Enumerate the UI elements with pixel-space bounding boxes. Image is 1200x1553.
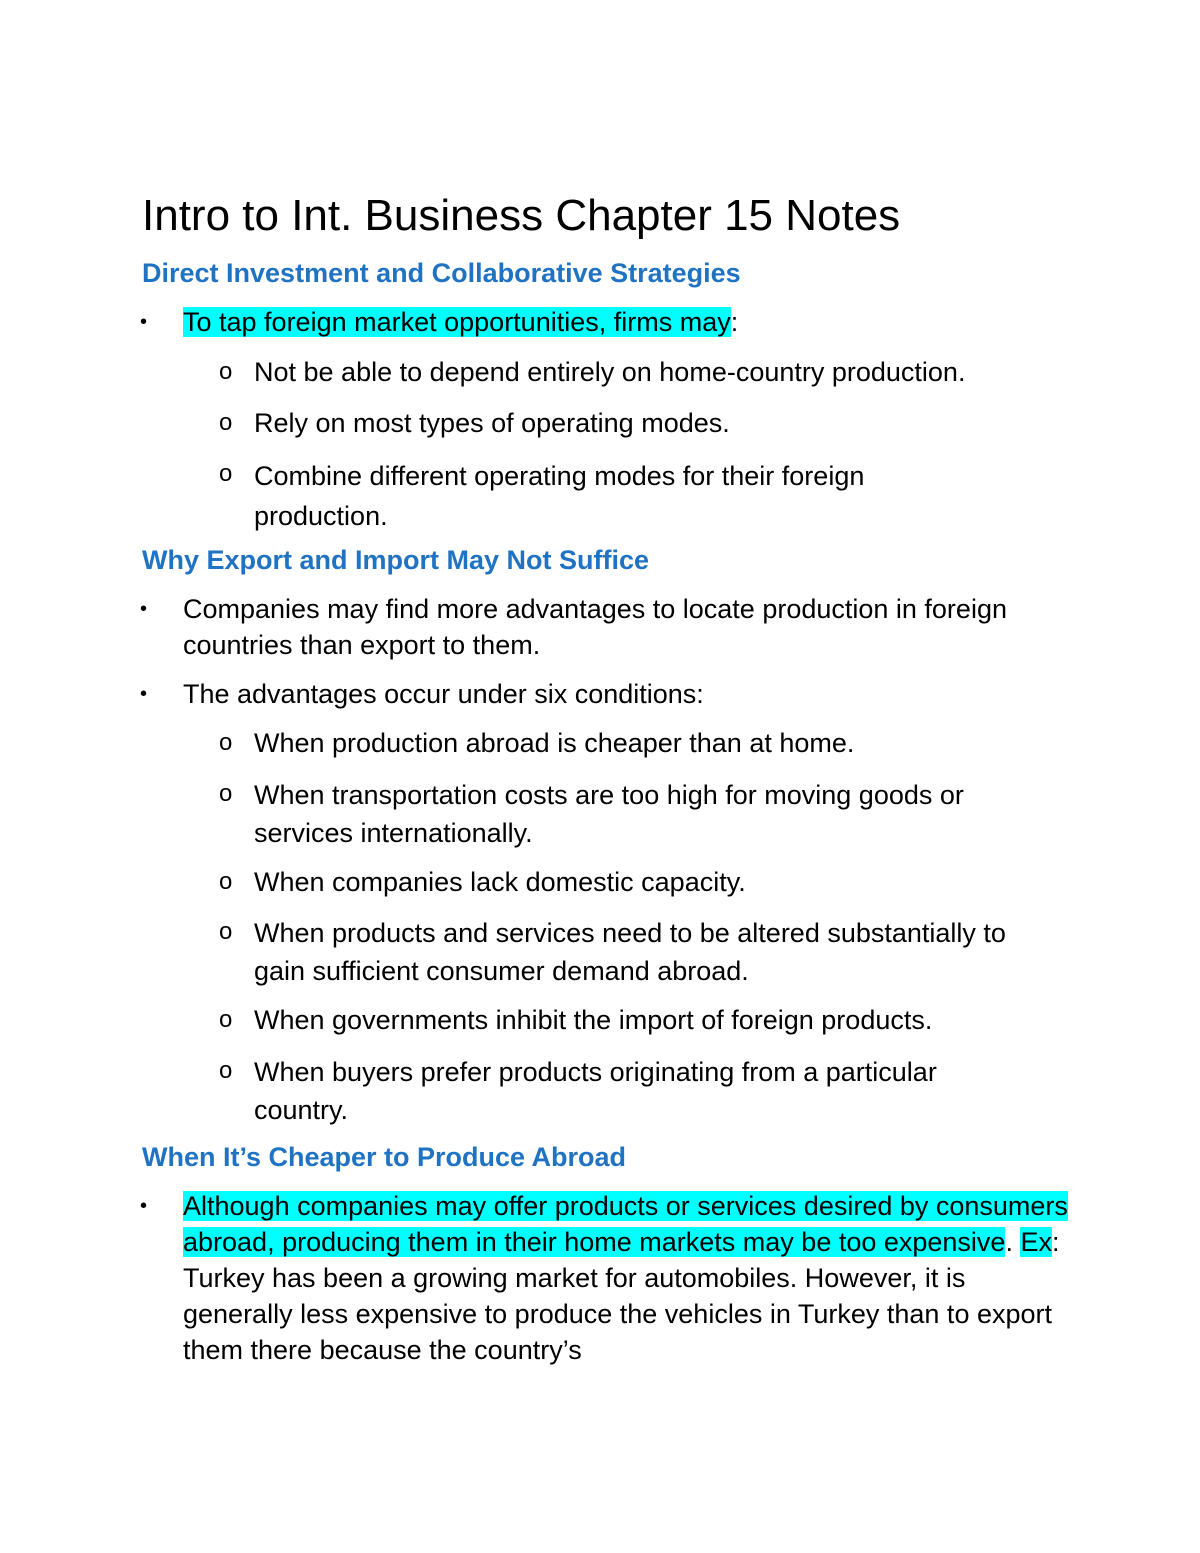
sub-list-item: When transportation costs are too high for moving goods or services internationally. bbox=[254, 780, 964, 848]
highlighted-text: Although companies may offer products or services desired by consumers abroad, producing them in their home markets may be too expensive bbox=[183, 1191, 1068, 1257]
sub-bullet-icon: o bbox=[219, 460, 233, 487]
section-heading: Direct Investment and Collaborative Strategies bbox=[142, 258, 741, 288]
text-run: . bbox=[1005, 1227, 1021, 1257]
sub-list-item: Not be able to depend entirely on home-country production. bbox=[254, 357, 966, 387]
sub-bullet-icon: o bbox=[219, 1006, 233, 1033]
highlighted-text: Ex bbox=[1020, 1227, 1052, 1257]
sub-list-item: Combine different operating modes for their foreign production. bbox=[254, 461, 865, 531]
sub-list-item: When companies lack domestic capacity. bbox=[254, 867, 746, 897]
sub-list-item: When production abroad is cheaper than at home. bbox=[254, 728, 855, 758]
section-heading: When It’s Cheaper to Produce Abroad bbox=[142, 1142, 627, 1172]
sub-list-item: When products and services need to be altered substantially to gain sufficient consumer demand abroad. bbox=[254, 918, 1006, 986]
sub-list-item: Rely on most types of operating modes. bbox=[254, 408, 730, 438]
bullet-icon: • bbox=[140, 598, 148, 620]
sub-list-item: When governments inhibit the import of foreign products. bbox=[254, 1005, 933, 1035]
list-item: Companies may find more advantages to locate production in foreign countries than export to them. bbox=[183, 594, 1007, 660]
text-run: : bbox=[730, 307, 739, 337]
bullet-icon: • bbox=[140, 683, 148, 705]
page-title: Intro to Int. Business Chapter 15 Notes bbox=[142, 191, 901, 240]
list-item bbox=[183, 1188, 1068, 1368]
text-run: : Turkey has been a growing market for automobiles. However, it is generally less expensive to produce the vehicles in Turkey than to export them there because the country’s bbox=[183, 1227, 1060, 1365]
bullet-icon: • bbox=[140, 311, 148, 333]
bullet-icon: • bbox=[140, 1195, 148, 1217]
sub-bullet-icon: o bbox=[219, 1057, 233, 1084]
section-heading: Why Export and Import May Not Suffice bbox=[142, 545, 650, 575]
sub-bullet-icon: o bbox=[219, 409, 233, 436]
sub-list-item: When buyers prefer products originating from a particular country. bbox=[254, 1057, 937, 1125]
sub-bullet-icon: o bbox=[219, 918, 233, 945]
sub-bullet-icon: o bbox=[219, 729, 233, 756]
highlighted-text: To tap foreign market opportunities, firms may bbox=[183, 307, 731, 337]
list-item bbox=[183, 304, 1083, 340]
sub-bullet-icon: o bbox=[219, 780, 233, 807]
sub-bullet-icon: o bbox=[219, 868, 233, 895]
sub-bullet-icon: o bbox=[219, 358, 233, 385]
list-item: The advantages occur under six conditions: bbox=[183, 679, 704, 709]
